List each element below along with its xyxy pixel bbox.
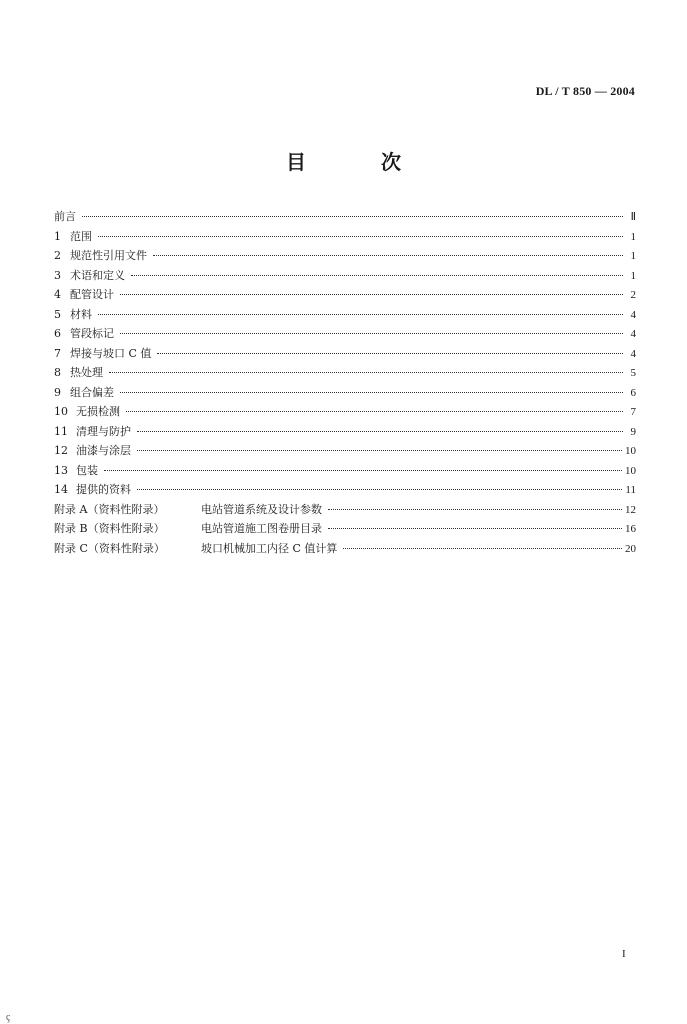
toc-page: 5	[630, 367, 636, 379]
dot-leader	[137, 450, 622, 451]
dot-leader	[137, 489, 622, 490]
dot-leader	[120, 333, 623, 334]
toc-page: 10	[625, 464, 636, 477]
toc-entry[interactable]	[54, 402, 636, 422]
toc-page: 6	[630, 386, 636, 399]
toc-entry-foreword[interactable]	[54, 207, 636, 227]
toc-number: 11	[54, 424, 68, 438]
dot-leader	[109, 372, 623, 373]
toc-number: 10	[54, 405, 68, 418]
toc-label: 包装	[76, 463, 98, 477]
annex-title: 电站管道系统及设计参数	[201, 502, 322, 516]
dot-leader	[98, 236, 623, 237]
toc-number: 14	[54, 483, 68, 496]
toc-label: 配管设计	[70, 288, 114, 301]
dot-leader	[120, 392, 623, 393]
toc-number: 1	[54, 229, 61, 243]
toc-number: 4	[54, 288, 61, 301]
dot-leader	[157, 353, 623, 354]
toc-entry[interactable]	[54, 480, 636, 500]
toc-annex-entry[interactable]	[54, 519, 636, 539]
toc-number: 7	[54, 346, 61, 360]
annex-title: 电站管道施工图卷册目录	[201, 522, 322, 535]
annex-label: 附录 A（资料性附录）	[54, 502, 165, 516]
toc-label: 术语和定义	[70, 268, 125, 282]
toc-page: 4	[630, 308, 636, 321]
annex-label: 附录 C（资料性附录）	[54, 541, 165, 555]
toc-label: 规范性引用文件	[70, 249, 147, 262]
annex-label: 附录 B（资料性附录）	[54, 522, 165, 535]
toc-label: 提供的资料	[76, 483, 131, 496]
toc-label: 范围	[70, 229, 92, 243]
page-title: 目 次	[286, 150, 435, 174]
toc-number: 6	[54, 327, 61, 340]
toc-annex-entry[interactable]	[54, 500, 636, 520]
toc-entry[interactable]	[54, 383, 636, 403]
toc-label: 无损检测	[76, 405, 120, 418]
toc-number: 5	[54, 307, 61, 321]
toc-page: 1	[630, 269, 636, 282]
page-number: I	[622, 948, 626, 960]
dot-leader	[328, 509, 622, 510]
toc-label: 管段标记	[70, 327, 114, 340]
toc-entry[interactable]	[54, 246, 636, 266]
toc-entry[interactable]	[54, 324, 636, 344]
toc-number: 3	[54, 268, 61, 282]
toc-page: 7	[630, 406, 636, 418]
toc-page: Ⅱ	[630, 211, 636, 223]
toc-entry[interactable]	[54, 441, 636, 461]
toc-page: 1	[630, 230, 636, 243]
margin-mark: ç	[6, 1012, 11, 1023]
toc-label: 前言	[54, 210, 76, 223]
toc-page: 2	[630, 289, 636, 301]
dot-leader	[104, 470, 622, 471]
toc-page: 4	[630, 328, 636, 340]
toc-page: 12	[625, 503, 636, 516]
dot-leader	[153, 255, 623, 256]
toc-page: 20	[625, 542, 636, 555]
toc-entry[interactable]	[54, 461, 636, 481]
table-of-contents	[54, 207, 636, 558]
toc-label: 材料	[70, 307, 92, 321]
toc-number: 12	[54, 444, 68, 457]
toc-page: 16	[625, 523, 636, 535]
dot-leader	[137, 431, 623, 432]
toc-annex-entry[interactable]	[54, 539, 636, 559]
toc-label: 焊接与坡口 C 值	[70, 346, 152, 360]
dot-leader	[120, 294, 623, 295]
toc-page: 1	[630, 250, 636, 262]
toc-page: 11	[625, 484, 636, 496]
toc-entry[interactable]	[54, 344, 636, 364]
toc-entry[interactable]	[54, 285, 636, 305]
toc-label: 油漆与涂层	[76, 444, 131, 457]
annex-title: 坡口机械加工内径 C 值计算	[201, 541, 338, 555]
dot-leader	[98, 314, 623, 315]
dot-leader	[343, 548, 622, 549]
toc-number: 13	[54, 463, 68, 477]
toc-label: 热处理	[70, 366, 103, 379]
toc-number: 9	[54, 385, 61, 399]
toc-number: 2	[54, 249, 61, 262]
toc-entry[interactable]	[54, 266, 636, 286]
toc-entry[interactable]	[54, 227, 636, 247]
toc-entry[interactable]	[54, 363, 636, 383]
toc-label: 清理与防护	[76, 424, 131, 438]
dot-leader	[328, 528, 622, 529]
dot-leader	[126, 411, 623, 412]
toc-page: 4	[630, 347, 636, 360]
toc-number: 8	[54, 366, 61, 379]
dot-leader	[131, 275, 623, 276]
toc-label: 组合偏差	[70, 385, 114, 399]
toc-page: 9	[630, 425, 636, 438]
toc-page: 10	[625, 445, 636, 457]
toc-entry[interactable]	[54, 422, 636, 442]
dot-leader	[82, 216, 623, 217]
toc-entry[interactable]	[54, 305, 636, 325]
standard-code: DL / T 850 — 2004	[535, 84, 635, 98]
